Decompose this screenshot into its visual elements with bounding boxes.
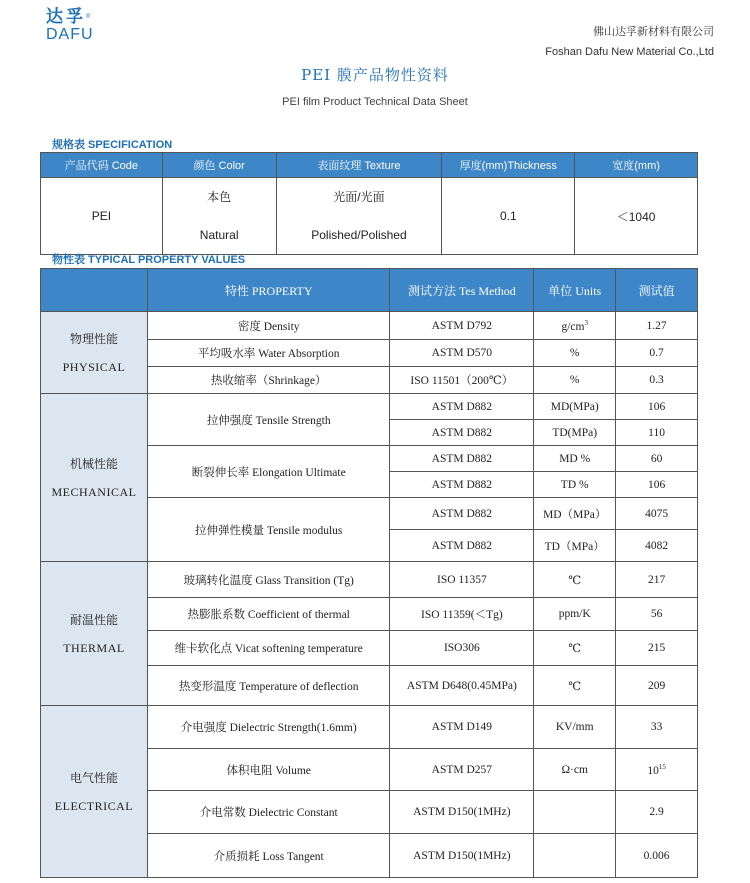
unit: % [534, 367, 616, 394]
test-value: 60 [616, 446, 698, 472]
test-method: ASTM D257 [390, 749, 534, 791]
logo-en: DAFU [46, 26, 94, 43]
props-col-units: 单位 Units [534, 269, 616, 312]
company-name-cn: 佛山达孚新材料有限公司 [593, 26, 714, 38]
unit: ℃ [534, 562, 616, 598]
property-name: 介电强度 Dielectric Strength(1.6mm) [147, 706, 390, 749]
spec-code: PEI [41, 178, 163, 255]
property-name: 热膨胀系数 Coefficient of thermal [147, 598, 390, 631]
test-method: ISO 11357 [390, 562, 534, 598]
props-heading: 物性表 TYPICAL PROPERTY VALUES [52, 254, 246, 266]
category-electrical: 电气性能 ELECTRICAL [41, 706, 148, 878]
document-subtitle: PEI film Product Technical Data Sheet [282, 96, 468, 108]
test-value: 215 [616, 631, 698, 666]
category-thermal: 耐温性能 THERMAL [41, 562, 148, 706]
property-name: 介质损耗 Loss Tangent [147, 834, 390, 878]
test-value: 0.3 [616, 367, 698, 394]
test-value: 0.006 [616, 834, 698, 878]
table-row [41, 706, 698, 749]
property-name: 平均吸水率 Water Absorption [147, 340, 390, 367]
unit: Ω·cm [534, 749, 616, 791]
category-physical: 物理性能 PHYSICAL [41, 312, 148, 394]
logo-cn: 达孚® [46, 7, 91, 26]
test-method: ASTM D882 [390, 394, 534, 420]
test-method: ISO 11359(＜Tg) [390, 598, 534, 631]
spec-col-color: 颜色 Color [162, 153, 276, 178]
spec-thickness: 0.1 [442, 178, 575, 255]
test-method: ISO 11501（200℃） [390, 367, 534, 394]
unit: % [534, 340, 616, 367]
property-name: 介电常数 Dielectric Constant [147, 791, 390, 834]
property-name: 热收缩率（Shrinkage） [147, 367, 390, 394]
test-method: ASTM D150(1MHz) [390, 791, 534, 834]
property-name: 拉伸弹性模量 Tensile modulus [147, 498, 390, 562]
property-name: 断裂伸长率 Elongation Ultimate [147, 446, 390, 498]
unit: TD % [534, 472, 616, 498]
spec-col-code: 产品代码 Code [41, 153, 163, 178]
test-value: 56 [616, 598, 698, 631]
unit: MD % [534, 446, 616, 472]
spec-row [41, 178, 698, 255]
unit: TD（MPa） [534, 530, 616, 562]
test-value: 4082 [616, 530, 698, 562]
property-name: 玻璃转化温度 Glass Transition (Tg) [147, 562, 390, 598]
test-method: ASTM D570 [390, 340, 534, 367]
unit: ℃ [534, 631, 616, 666]
table-row [41, 312, 698, 340]
unit [534, 791, 616, 834]
props-col-method: 测试方法 Tes Method [390, 269, 534, 312]
document-title: PEI 膜产品物性资料 [301, 66, 449, 84]
unit: KV/mm [534, 706, 616, 749]
test-value: 4075 [616, 498, 698, 530]
spec-texture: 光面/光面 Polished/Polished [276, 178, 442, 255]
test-value: 217 [616, 562, 698, 598]
test-method: ASTM D882 [390, 530, 534, 562]
spec-color: 本色 Natural [162, 178, 276, 255]
test-value: 106 [616, 394, 698, 420]
company-info [545, 22, 714, 62]
test-value: 0.7 [616, 340, 698, 367]
unit [534, 834, 616, 878]
test-value: 1.27 [616, 312, 698, 340]
test-method: ASTM D792 [390, 312, 534, 340]
unit: ppm/K [534, 598, 616, 631]
property-name: 体积电阻 Volume [147, 749, 390, 791]
unit: TD(MPa) [534, 420, 616, 446]
spec-col-width: 宽度(mm) [575, 153, 698, 178]
props-col-value: 测试值 [616, 269, 698, 312]
spec-col-texture: 表面纹理 Texture [276, 153, 442, 178]
props-header-row [41, 269, 698, 312]
property-table [40, 268, 698, 878]
test-method: ASTM D648(0.45MPa) [390, 666, 534, 706]
category-mechanical: 机械性能 MECHANICAL [41, 394, 148, 562]
unit: $g/cm^3$ [534, 312, 616, 340]
spec-width: ＜1040 [575, 178, 698, 255]
spec-table [40, 152, 698, 255]
test-value: $10^{15}$ [616, 749, 698, 791]
test-value: 209 [616, 666, 698, 706]
test-method: ASTM D882 [390, 420, 534, 446]
test-value: 2.9 [616, 791, 698, 834]
test-value: 33 [616, 706, 698, 749]
test-value: 106 [616, 472, 698, 498]
spec-heading: 规格表 SPECIFICATION [52, 139, 173, 151]
props-col-property: 特性 PROPERTY [147, 269, 390, 312]
unit: ℃ [534, 666, 616, 706]
property-name: 热变形温度 Temperature of deflection [147, 666, 390, 706]
unit: MD(MPa) [534, 394, 616, 420]
property-name: 密度 Density [147, 312, 390, 340]
table-row [41, 394, 698, 420]
test-method: ASTM D150(1MHz) [390, 834, 534, 878]
property-name: 拉伸强度 Tensile Strength [147, 394, 390, 446]
spec-col-thickness: 厚度(mm)Thickness [442, 153, 575, 178]
test-method: ASTM D882 [390, 446, 534, 472]
test-method: ISO306 [390, 631, 534, 666]
company-name-en: Foshan Dafu New Material Co.,Ltd [545, 46, 714, 58]
props-col-category [41, 269, 148, 312]
property-name: 维卡软化点 Vicat softening temperature [147, 631, 390, 666]
test-method: ASTM D882 [390, 498, 534, 530]
unit: MD（MPa） [534, 498, 616, 530]
spec-header-row [41, 153, 698, 178]
table-row [41, 562, 698, 598]
test-method: ASTM D882 [390, 472, 534, 498]
test-method: ASTM D149 [390, 706, 534, 749]
company-logo [46, 8, 94, 44]
test-value: 110 [616, 420, 698, 446]
